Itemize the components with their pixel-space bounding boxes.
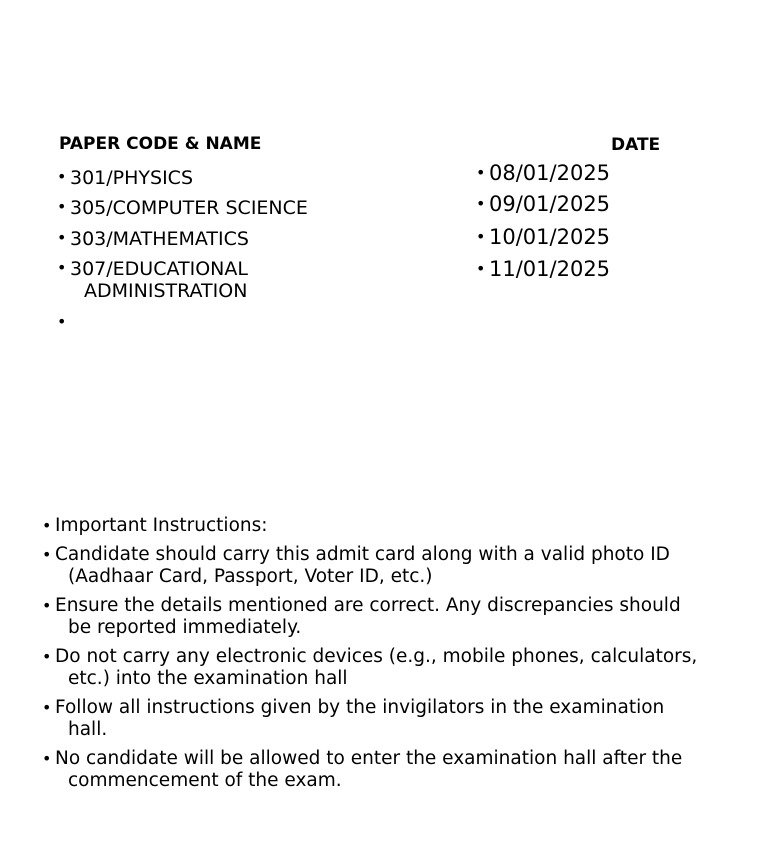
date-header: DATE [611,135,661,155]
instruction-text [55,748,682,792]
bullet: • [42,545,52,564]
instruction-text [55,595,681,639]
date-item [476,225,610,249]
bullet: • [57,258,67,277]
paper-name: 303/MATHEMATICS [70,228,249,250]
instruction-text [55,697,664,741]
instruction-text: Important Instructions: [55,515,268,536]
instruction-heading [42,515,267,537]
instruction-line2: hall. [68,719,108,740]
paper-item-empty [57,312,70,332]
instruction-line2: etc.) into the examination hall [68,668,348,689]
paper-name: 305/COMPUTER SCIENCE [70,197,308,219]
instruction-line2: (Aadhaar Card, Passport, Voter ID, etc.) [68,566,433,587]
bullet: • [42,516,52,535]
paper-item [57,167,193,189]
bullet: • [57,167,67,186]
paper-item [57,258,248,302]
instruction-line2: be reported immediately. [68,617,302,638]
instruction-item [42,748,682,792]
bullet: • [57,312,67,331]
bullet: • [42,698,52,717]
bullet: • [42,749,52,768]
date-item [476,192,610,216]
paper-name-line2: ADMINISTRATION [84,280,248,302]
instruction-text [55,544,670,588]
bullet: • [476,259,486,278]
instruction-text [55,646,697,690]
instruction-line1: Candidate should carry this admit card along with a valid photo ID [55,544,670,565]
bullet: • [42,596,52,615]
instruction-item [42,595,681,639]
instruction-line1: Ensure the details mentioned are correct. Any discrepancies should [55,595,681,616]
instruction-item [42,544,670,588]
paper-item [57,228,249,250]
exam-date: 11/01/2025 [489,257,611,281]
instruction-line2: commencement of the exam. [68,770,342,791]
instruction-line1: Follow all instructions given by the invigilators in the examination [55,697,665,718]
paper-code-header: PAPER CODE & NAME [59,134,262,154]
bullet: • [57,197,67,216]
bullet: • [476,163,486,182]
exam-date: 10/01/2025 [489,225,611,249]
instruction-line1: No candidate will be allowed to enter the examination hall after the [55,748,683,769]
paper-name-line1: 307/EDUCATIONAL [70,258,248,280]
bullet: • [476,227,486,246]
paper-name [70,258,248,302]
bullet: • [57,228,67,247]
instruction-item [42,697,664,741]
instruction-line1: Do not carry any electronic devices (e.g., mobile phones, calculators, [55,646,698,667]
exam-date: 09/01/2025 [489,192,611,216]
paper-name: 301/PHYSICS [70,167,194,189]
date-item [476,161,610,185]
date-item [476,257,610,281]
exam-date: 08/01/2025 [489,161,611,185]
bullet: • [42,647,52,666]
bullet: • [476,194,486,213]
instruction-item [42,646,697,690]
paper-item [57,197,308,219]
